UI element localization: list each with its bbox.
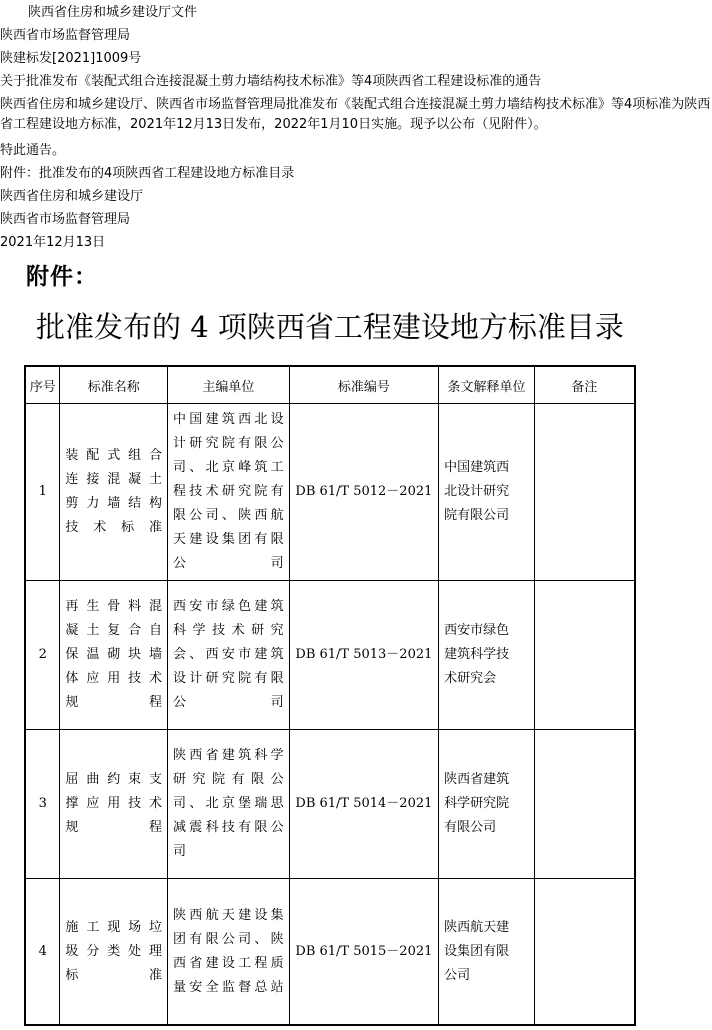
cell-line: 设集团有限 bbox=[444, 943, 510, 959]
cell-line: 北设计研究 bbox=[444, 484, 510, 499]
cell-line: 陕西省建筑 bbox=[444, 772, 510, 787]
notice-body: 陕西省住房和城乡建设厅、陕西省市场监督管理局批准发布《装配式组合连接混凝土剪力墙结构技术标准》等4项标准为陕西省工程建设地方标准，2021年12月13日发布，2022年1月10日实施。现予以公布（见附件）。 bbox=[0, 97, 711, 132]
row-standard-name bbox=[60, 581, 168, 730]
row-code: DB 61/T 5015－2021 bbox=[289, 879, 439, 1026]
cell-line: 施工现场垃 bbox=[65, 919, 163, 935]
document-number: 陕建标发[2021]1009号 bbox=[0, 51, 142, 66]
cell-line: 科学研究院 bbox=[444, 796, 510, 811]
row-editor bbox=[168, 730, 290, 879]
row-remark bbox=[534, 879, 635, 1026]
table-row bbox=[25, 730, 635, 879]
cell-line: 科学技术研究 bbox=[173, 623, 284, 638]
cell-line: 撑应用技术 bbox=[65, 796, 163, 811]
row-no: 4 bbox=[25, 879, 60, 1026]
cell-line: 再生骨料混 bbox=[65, 599, 163, 614]
header-interpreter: 条文解释单位 bbox=[439, 366, 535, 404]
cell-line: 设计研究院有限 bbox=[173, 671, 284, 686]
cell-line: 装配式组合 bbox=[65, 448, 163, 463]
cell-line: 减震科技有限公 bbox=[173, 820, 284, 835]
co-issuer-line: 陕西省市场监督管理局 bbox=[0, 28, 131, 43]
table-row bbox=[25, 879, 635, 1026]
cell-line: 限公司、陕西航 bbox=[173, 508, 284, 523]
header-code: 标准编号 bbox=[289, 366, 439, 404]
row-no: 3 bbox=[25, 730, 60, 879]
standards-table bbox=[24, 365, 636, 1026]
cell-line: 中国建筑西北设 bbox=[173, 412, 284, 427]
cell-line: 司 bbox=[173, 844, 187, 859]
attachment-label: 附件： bbox=[26, 264, 98, 290]
cell-line: 标准 bbox=[65, 967, 163, 983]
notice-title: 关于批准发布《装配式组合连接混凝土剪力墙结构技术标准》等4项陕西省工程建设标准的通告 bbox=[0, 74, 542, 89]
cell-line: 量安全监督总站 bbox=[173, 979, 284, 995]
row-remark bbox=[534, 730, 635, 879]
row-code: DB 61/T 5012－2021 bbox=[289, 404, 439, 581]
cell-line: 会、西安市建筑 bbox=[173, 647, 284, 662]
row-no: 1 bbox=[25, 404, 60, 581]
cell-line: 计研究院有限公 bbox=[173, 436, 284, 451]
row-editor bbox=[168, 581, 290, 730]
cell-line: 院有限公司 bbox=[444, 508, 510, 523]
cell-line: 陕西省建筑科学 bbox=[173, 748, 284, 763]
issuer-file-heading: 陕西省住房和城乡建设厅文件 bbox=[28, 5, 198, 20]
header-no: 序号 bbox=[25, 366, 60, 404]
table-header-row bbox=[25, 366, 635, 404]
cell-line: 中国建筑西 bbox=[444, 460, 510, 475]
cell-line: 规程 bbox=[65, 820, 163, 835]
cell-line: 剪力墙结构 bbox=[65, 496, 163, 511]
row-standard-name bbox=[60, 730, 168, 879]
cell-line: 凝土复合自 bbox=[65, 623, 163, 638]
cell-line: 公司 bbox=[173, 695, 284, 710]
header-editor: 主编单位 bbox=[168, 366, 290, 404]
cell-line: 建筑科学技 bbox=[444, 647, 510, 662]
cell-line: 规程 bbox=[65, 695, 163, 710]
row-code: DB 61/T 5014－2021 bbox=[289, 730, 439, 879]
attachment-note: 附件：批准发布的4项陕西省工程建设地方标准目录 bbox=[0, 166, 295, 181]
row-editor bbox=[168, 879, 290, 1026]
row-interpreter bbox=[439, 879, 535, 1026]
row-interpreter bbox=[439, 730, 535, 879]
row-no: 2 bbox=[25, 581, 60, 730]
cell-line: 司、北京峰筑工 bbox=[173, 460, 284, 475]
cell-line: 司、北京堡瑞思 bbox=[173, 796, 284, 811]
cell-line: 屈曲约束支 bbox=[65, 772, 163, 787]
cell-line: 保温砌块墙 bbox=[65, 647, 163, 662]
row-standard-name bbox=[60, 879, 168, 1026]
row-interpreter bbox=[439, 581, 535, 730]
row-standard-name bbox=[60, 404, 168, 581]
table-row bbox=[25, 404, 635, 581]
cell-line: 西安市绿色建筑 bbox=[173, 599, 284, 614]
row-code: DB 61/T 5013－2021 bbox=[289, 581, 439, 730]
cell-line: 西安市绿色 bbox=[444, 623, 510, 638]
cell-line: 圾分类处理 bbox=[65, 943, 163, 959]
signatory-market-bureau: 陕西省市场监督管理局 bbox=[0, 212, 131, 227]
cell-line: 术研究会 bbox=[444, 671, 497, 686]
cell-line: 陕西航天建设集 bbox=[173, 907, 284, 923]
row-editor bbox=[168, 404, 290, 581]
cell-line: 公司 bbox=[173, 556, 284, 571]
cell-line: 天建设集团有限 bbox=[173, 532, 284, 547]
cell-line: 程技术研究院有 bbox=[173, 484, 284, 499]
row-interpreter bbox=[439, 404, 535, 581]
header-remark: 备注 bbox=[534, 366, 635, 404]
cell-line: 体应用技术 bbox=[65, 671, 163, 686]
cell-line: 西省建设工程质 bbox=[173, 955, 284, 971]
cell-line: 技术标准 bbox=[65, 520, 163, 535]
notice-date: 2021年12月13日 bbox=[0, 235, 106, 250]
cell-line: 公司 bbox=[444, 967, 471, 983]
cell-line: 陕西航天建 bbox=[444, 919, 510, 935]
cell-line: 连接混凝土 bbox=[65, 472, 163, 487]
row-remark bbox=[534, 404, 635, 581]
signatory-housing-dept: 陕西省住房和城乡建设厅 bbox=[0, 189, 144, 204]
row-remark bbox=[534, 581, 635, 730]
notice-closing: 特此通告。 bbox=[0, 143, 66, 158]
cell-line: 团有限公司、陕 bbox=[173, 931, 284, 947]
cell-line: 研究院有限公 bbox=[173, 772, 284, 787]
catalog-title: 批准发布的 4 项陕西省工程建设地方标准目录 bbox=[36, 310, 624, 344]
header-name: 标准名称 bbox=[60, 366, 168, 404]
cell-line: 有限公司 bbox=[444, 820, 497, 835]
table-row bbox=[25, 581, 635, 730]
